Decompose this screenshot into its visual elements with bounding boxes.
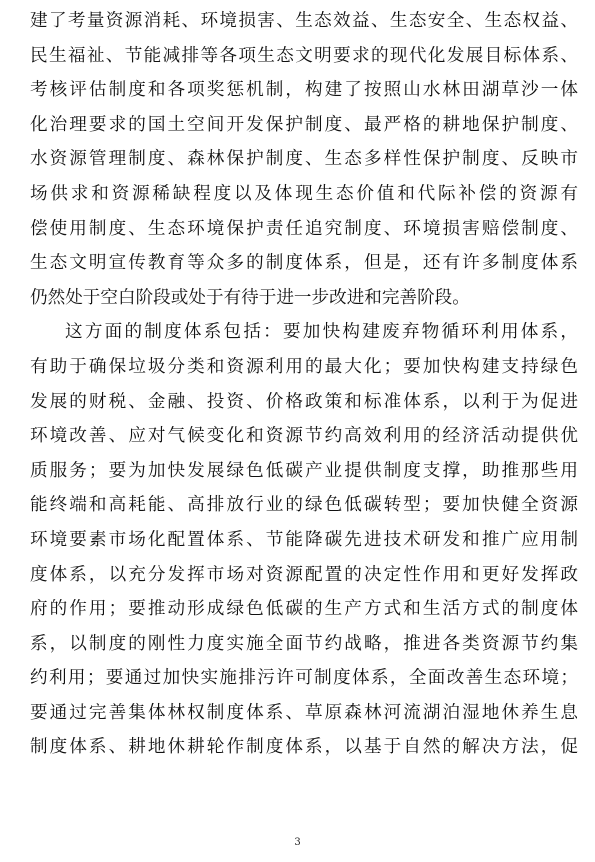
page-number: 3 [294, 837, 301, 848]
text-line: 生态文明宣传教育等众多的制度体系，但是，还有许多制度体系 [30, 253, 578, 274]
text-line: 质服务；要为加快发展绿色低碳产业提供制度支撑，助推那些用 [30, 460, 578, 481]
text-line: 发展的财税、金融、投资、价格政策和标准体系，以利于为促进 [30, 391, 578, 412]
text-line: 能终端和高耗能、高排放行业的绿色低碳转型；要加快健全资源 [30, 495, 578, 516]
text-line: 系，以制度的刚性力度实施全面节约战略，推进各类资源节约集 [30, 633, 578, 654]
text-line: 偿使用制度、生态环境保护责任追究制度、环境损害赔偿制度、 [30, 218, 578, 239]
text-line: 约利用；要通过加快实施排污许可制度体系，全面改善生态环境； [30, 668, 578, 689]
text-line: 场供求和资源稀缺程度以及体现生态价值和代际补偿的资源有 [30, 183, 578, 204]
paragraph-start-line: 这方面的制度体系包括：要加快构建废弃物循环利用体系， [65, 322, 578, 343]
text-line: 府的作用；要推动形成绿色低碳的生产方式和生活方式的制度体 [30, 599, 578, 620]
text-line: 民生福祉、节能减排等各项生态文明要求的现代化发展目标体系、 [30, 45, 578, 66]
text-line: 要通过完善集体林权制度体系、草原森林河流湖泊湿地休养生息 [30, 702, 578, 723]
text-line: 化治理要求的国土空间开发保护制度、最严格的耕地保护制度、 [30, 114, 578, 135]
text-line: 考核评估制度和各项奖惩机制，构建了按照山水林田湖草沙一体 [30, 80, 578, 101]
text-line: 制度体系、耕地休耕轮作制度体系，以基于自然的解决方法，促 [30, 737, 578, 758]
body-text [30, 4, 578, 765]
text-line: 环境改善、应对气候变化和资源节约高效利用的经济活动提供优 [30, 426, 578, 447]
text-line: 仍然处于空白阶段或处于有待于进一步改进和完善阶段。 [30, 287, 470, 308]
text-line: 环境要素市场化配置体系、节能降碳先进技术研发和推广应用制 [30, 529, 578, 550]
text-line: 有助于确保垃圾分类和资源利用的最大化；要加快构建支持绿色 [30, 356, 578, 377]
text-line: 建了考量资源消耗、环境损害、生态效益、生态安全、生态权益、 [30, 11, 578, 31]
text-line: 度体系，以充分发挥市场对资源配置的决定性作用和更好发挥政 [30, 564, 578, 585]
text-line: 水资源管理制度、森林保护制度、生态多样性保护制度、反映市 [30, 149, 578, 170]
